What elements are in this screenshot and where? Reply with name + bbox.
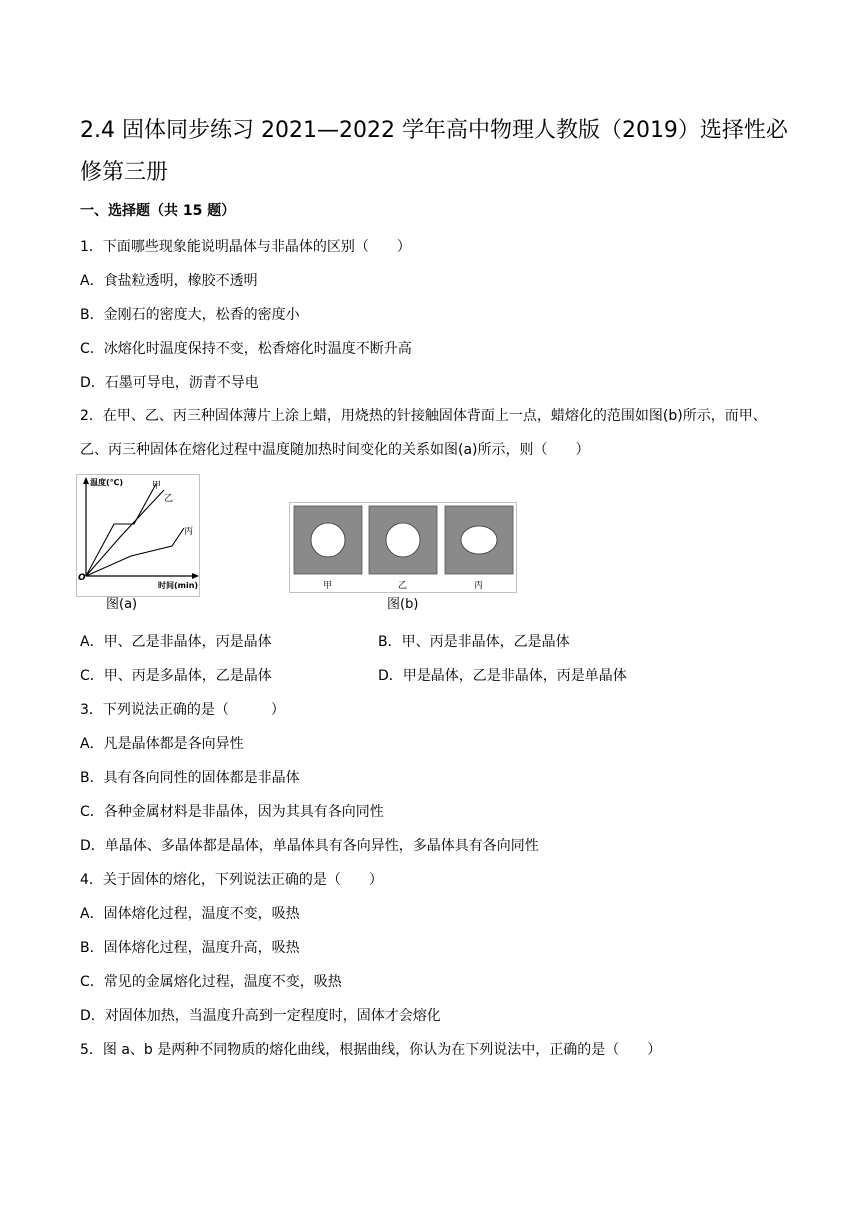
q2-option-d: D．甲是晶体，乙是非晶体，丙是单晶体 [378, 668, 627, 684]
q4-option-d: D．对固体加热，当温度升高到一定程度时，固体才会熔化 [80, 1008, 441, 1024]
wax-ellipse-bing [461, 526, 497, 554]
q1-option-c: C．冰熔化时温度保持不变，松香熔化时温度不断升高 [80, 341, 412, 357]
curve-bing [86, 528, 184, 576]
document-title: 2.4 固体同步练习 2021—2022 学年高中物理人教版（2019）选择性必修第三册 [80, 118, 788, 185]
fig-b-label-jia: 甲 [323, 581, 333, 591]
section-heading: 一、选择题（共 15 题） [80, 203, 236, 219]
q4-option-b: B．固体熔化过程，温度升高，吸热 [80, 940, 300, 956]
q2-option-a: A．甲、乙是非晶体，丙是晶体 [80, 634, 272, 650]
fig-b-label-bing: 丙 [474, 581, 484, 591]
curve-yi [86, 490, 164, 576]
q3-stem: 3．下列说法正确的是（ ） [80, 702, 285, 718]
fig-a-label-jia: 甲 [152, 481, 162, 491]
fig-a-origin: O [78, 573, 86, 583]
fig-a-caption: 图(a) [106, 597, 138, 612]
wax-circle-jia [311, 523, 345, 557]
y-axis-arrow [83, 477, 89, 484]
fig-b-caption: 图(b) [387, 597, 419, 612]
q3-option-c: C．各种金属材料是非晶体，因为其具有各向同性 [80, 804, 384, 820]
figure-a-temperature-graph [76, 474, 206, 614]
q4-stem: 4．关于固体的熔化，下列说法正确的是（ ） [80, 872, 383, 888]
q4-option-a: A．固体熔化过程，温度不变，吸热 [80, 906, 300, 922]
q4-option-c: C．常见的金属熔化过程，温度不变，吸热 [80, 974, 342, 990]
fig-a-xlabel: 时间(min) [158, 581, 199, 590]
q5-stem: 5．图 a、b 是两种不同物质的熔化曲线，根据曲线，你认为在下列说法中，正确的是（ ） [80, 1042, 662, 1058]
curve-jia [86, 484, 156, 576]
q1-option-b: B．金刚石的密度大，松香的密度小 [80, 307, 300, 323]
figure-b-wax-melting [289, 502, 519, 614]
q3-option-b: B．具有各向同性的固体都是非晶体 [80, 770, 300, 786]
q1-stem: 1．下面哪些现象能说明晶体与非晶体的区别（ ） [80, 239, 411, 255]
q1-option-a: A．食盐粒透明，橡胶不透明 [80, 273, 258, 289]
q3-option-a: A．凡是晶体都是各向异性 [80, 736, 244, 752]
q2-option-c: C．甲、丙是多晶体，乙是晶体 [80, 668, 272, 684]
fig-a-label-bing: 丙 [184, 527, 194, 537]
fig-a-ylabel: 温度(℃) [90, 478, 123, 487]
q2-option-b: B．甲、丙是非晶体，乙是晶体 [378, 634, 570, 650]
q1-option-d: D．石墨可导电，沥青不导电 [80, 375, 259, 391]
q3-option-d: D．单晶体、多晶体都是晶体，单晶体具有各向异性，多晶体具有各向同性 [80, 838, 539, 854]
q2-stem: 2．在甲、乙、丙三种固体薄片上涂上蜡，用烧热的针接触固体背面上一点，蜡熔化的范围如图(b)所示，而甲、乙、丙三种固体在熔化过程中温度随加热时间变化的关系如图(a)所示，则（ ） [80, 408, 767, 458]
fig-a-label-yi: 乙 [164, 494, 174, 504]
fig-b-label-yi: 乙 [398, 581, 408, 591]
wax-circle-yi [386, 523, 420, 557]
x-axis-arrow [192, 573, 199, 579]
